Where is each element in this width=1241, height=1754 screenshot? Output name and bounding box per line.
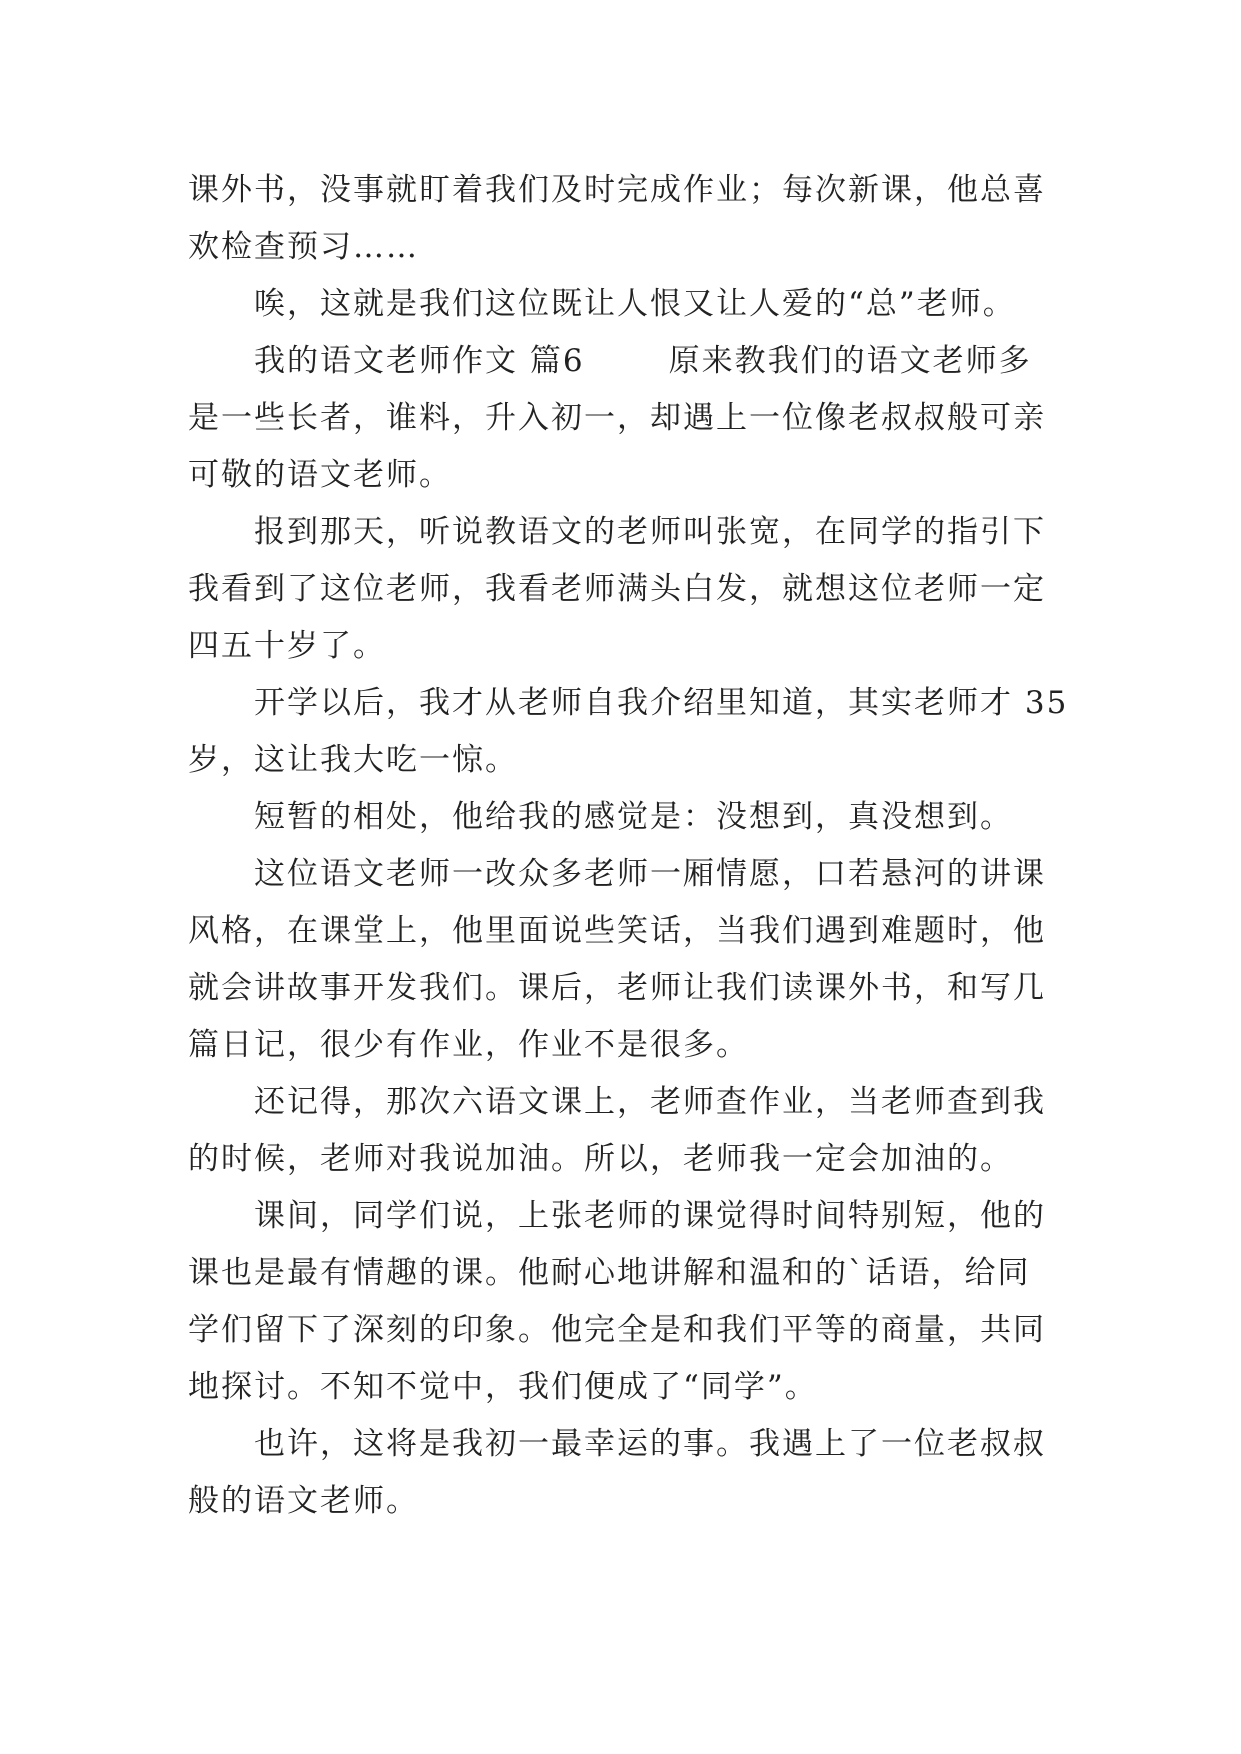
paragraph-line: 风格，在课堂上，他里面说些笑话，当我们遇到难题时，他 — [188, 913, 1046, 949]
paragraph-line: 可敬的语文老师。 — [188, 457, 452, 493]
paragraph-line: 课外书，没事就盯着我们及时完成作业；每次新课，他总喜 — [188, 172, 1046, 208]
paragraph-line: 的时候，老师对我说加油。所以，老师我一定会加油的。 — [188, 1141, 1013, 1177]
paragraph-line: 唉，这就是我们这位既让人恨又让人爱的“总”老师。 — [254, 286, 1016, 322]
paragraph-line: 这位语文老师一改众多老师一厢情愿，口若悬河的讲课 — [254, 856, 1046, 892]
paragraph-line: 还记得，那次六语文课上，老师查作业，当老师查到我 — [254, 1084, 1046, 1120]
paragraph-line: 原来教我们的语文老师多 — [668, 343, 1032, 379]
paragraph-line: 也许，这将是我初一最幸运的事。我遇上了一位老叔叔 — [254, 1426, 1046, 1462]
paragraph-line: 四五十岁了。 — [188, 628, 386, 664]
paragraph-line: 地探讨。不知不觉中，我们便成了“同学”。 — [188, 1369, 818, 1405]
paragraph-line: 报到那天，听说教语文的老师叫张宽，在同学的指引下 — [254, 514, 1046, 550]
paragraph-line: 我看到了这位老师，我看老师满头白发，就想这位老师一定 — [188, 571, 1046, 607]
paragraph-line: 课也是最有情趣的课。他耐心地讲解和温和的`话语，给同 — [188, 1255, 1031, 1291]
paragraph-line: 就会讲故事开发我们。课后，老师让我们读课外书，和写几 — [188, 970, 1046, 1006]
section-heading: 我的语文老师作文 篇6 — [254, 343, 585, 379]
paragraph-line: 是一些长者，谁料，升入初一，却遇上一位像老叔叔般可亲 — [188, 400, 1046, 436]
paragraph-line: 课间，同学们说，上张老师的课觉得时间特别短，他的 — [254, 1198, 1046, 1234]
paragraph-line: 学们留下了深刻的印象。他完全是和我们平等的商量，共同 — [188, 1312, 1046, 1348]
paragraph-line: 开学以后，我才从老师自我介绍里知道，其实老师才 35 — [254, 685, 1069, 721]
paragraph-line: 岁，这让我大吃一惊。 — [188, 742, 518, 778]
essay-body — [188, 162, 1069, 1530]
paragraph-line: 般的语文老师。 — [188, 1483, 419, 1519]
paragraph-line: 短暂的相处，他给我的感觉是：没想到，真没想到。 — [254, 799, 1013, 835]
section-heading-line — [188, 333, 1048, 390]
paragraph-line: 篇日记，很少有作业，作业不是很多。 — [188, 1027, 749, 1063]
paragraph-line: 欢检查预习…… — [188, 229, 419, 265]
